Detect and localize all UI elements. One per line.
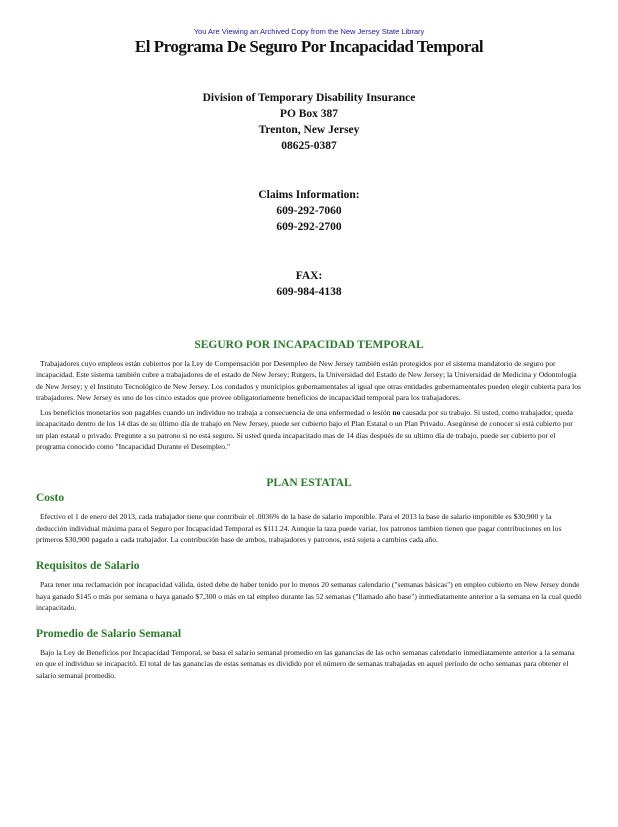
subheading-costo: Costo	[36, 492, 65, 505]
address-block	[0, 90, 618, 154]
fax-number: 609-984-4138	[276, 286, 342, 298]
claims-label: Claims Information:	[258, 189, 360, 201]
section-title-seguro: SEGURO POR INCAPACIDAD TEMPORAL	[194, 339, 424, 351]
section-title-plan-estatal: PLAN ESTATAL	[266, 477, 352, 490]
page-title: El Programa De Seguro Por Incapacidad Temporal	[134, 37, 484, 56]
city-state: Trenton, New Jersey	[258, 124, 360, 136]
fax-block	[0, 268, 618, 300]
seguro-paragraph-1: Trabajadores cuyo empleos están cubiertos por la Ley de Compensación por Desempleo de New Jersey también están protegidos por el sistema mandatorio de seguro por incapacidad. Este sistema también cubre a trabajadores de el estado de New Jersey; Rutgers, la Universidad del Estado de New Jersey; la Universidad de Medicina y Odontología de New Jersey; y el Instituto Tecnológico de New Jersey. Los condados y municipios gubernamentales al igual que otras entidades gubernamentales pueden elegir cubierta para los trabajadores. New Jersey es uno de los cinco estados que provee obligatoriamente beneficios de incapacidad temporal para los trabajadores.	[36, 359, 581, 402]
requisitos-paragraph: Para tener una reclamación por incapacidad válida, ústed debe de haber tenido por lo menos 20 semanas calendario ("semanas básicas") en empleo cubierto en New Jersey donde haya ganado $145 o más por semana o haya ganado $7,300 o más en tal empleo durante las 52 semanas ("llamado año base") inmediatamente anterior a la semana en la cual quedó incapacitado.	[36, 580, 582, 612]
seguro-paragraph-2-end: causada por su trabajo. Si usted, como trabajador, queda incapacitado dentro de los 14 días de su último día de trabajo en New Jersey, puede ser cubierto bajo el Plan Estatal o un Plan Privado. Asegúrese de conocer si está cubierto por un plan estatal o privado. Pregunte a su patrono si no está seguro. Si usted queda incapacitado mas de 14 días después de su ultimo día de trabajo, puede ser cubierto por el programa conocido como "Incapacidad Durante el Desempleo."	[36, 408, 574, 452]
claims-phone-2: 609-292-2700	[276, 221, 342, 233]
fax-label: FAX:	[295, 270, 323, 282]
archive-note: You Are Viewing an Archived Copy from the New Jersey State Library	[193, 27, 425, 36]
po-box: PO Box 387	[279, 108, 339, 120]
emphasis-no: no	[392, 408, 401, 418]
seguro-paragraph-2	[36, 407, 582, 452]
division-name: Division of Temporary Disability Insurance	[202, 92, 416, 104]
claims-block	[0, 187, 618, 235]
subheading-promedio: Promedio de Salario Semanal	[36, 628, 182, 641]
seguro-paragraph-2-start: Los beneficios monetarios son pagables cuando un individuo no trabaja a consecuencia de una enfermedad o lesión	[40, 408, 393, 418]
costo-paragraph: Efectivo el 1 de enero del 2013, cada trabajador tiene que contribuir el .0036% de la base de salario imponible. Para el 2013 la base de salario imponible es $30,900 y la deducción individual máxima para el Seguro por Incapacidad Temporal es $111.24. Aunque la taza puede variar, los patronos tambien tienen que pagar contribuciones en los primeros $30,900 pagado a cada trabajador. La contribución base de ambos, trabajadores y patronos, está sujeta a cambios cada año.	[36, 512, 562, 544]
claims-phone-1: 609-292-7060	[276, 205, 342, 217]
zip-code: 08625-0387	[281, 140, 337, 152]
subheading-requisitos: Requisitos de Salario	[36, 560, 140, 573]
promedio-paragraph: Bajo la Ley de Beneficios por Incapacidad Temporal, se basa el salario semanal promedio en las ganancias de las ocho semanas calendario inmediatamente anterior a la semana en que el individuo se incapacitó. El total de las ganancias de estas semanas es dividido por el número de semanas trabajadas en aquel período de ocho semanas para obtener el salario semanal promedio.	[36, 648, 575, 680]
